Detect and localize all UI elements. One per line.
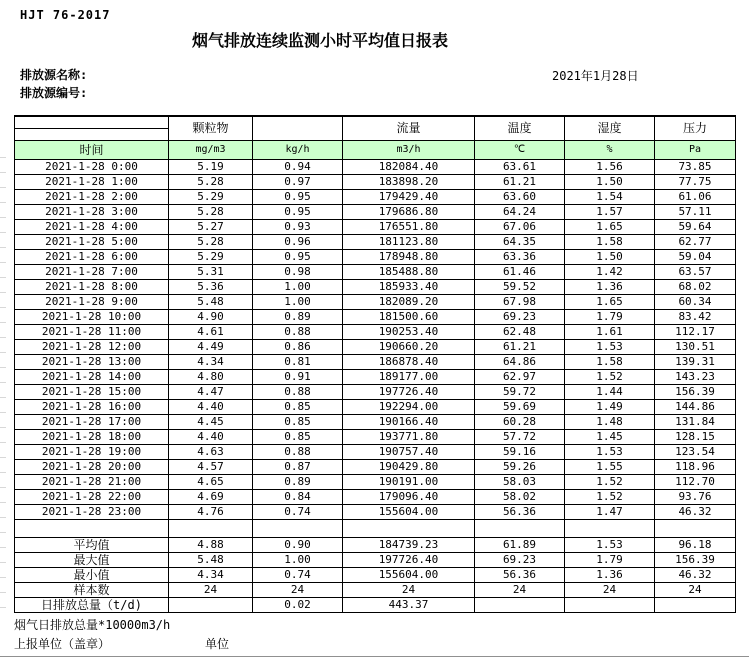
- summary-row: [15, 552, 736, 567]
- unit-celsius: ℃: [475, 140, 565, 159]
- table-row: [15, 159, 736, 174]
- value-cell: 1.52: [565, 474, 655, 489]
- value-cell: 73.85: [655, 159, 736, 174]
- row-label-cell: 2021-1-28 20:00: [15, 459, 169, 474]
- value-cell: 1.42: [565, 264, 655, 279]
- unit-kg-h: kg/h: [253, 140, 343, 159]
- unit-label: 单位: [205, 637, 230, 651]
- value-cell: 69.23: [475, 309, 565, 324]
- value-cell: 179686.80: [343, 204, 475, 219]
- value-cell: 1.53: [565, 444, 655, 459]
- value-cell: 1.53: [565, 339, 655, 354]
- value-cell: 60.34: [655, 294, 736, 309]
- value-cell: 155604.00: [343, 567, 475, 582]
- value-cell: 4.80: [169, 369, 253, 384]
- value-cell: 443.37: [343, 597, 475, 612]
- value-cell: [475, 519, 565, 537]
- value-cell: 181123.80: [343, 234, 475, 249]
- table-row: [15, 219, 736, 234]
- row-label-cell: 2021-1-28 19:00: [15, 444, 169, 459]
- value-cell: 123.54: [655, 444, 736, 459]
- row-label-cell: 2021-1-28 1:00: [15, 174, 169, 189]
- value-cell: 0.89: [253, 309, 343, 324]
- value-cell: 59.04: [655, 249, 736, 264]
- value-cell: 156.39: [655, 384, 736, 399]
- value-cell: 1.58: [565, 354, 655, 369]
- value-cell: 192294.00: [343, 399, 475, 414]
- value-cell: 59.26: [475, 459, 565, 474]
- row-label-cell: 2021-1-28 16:00: [15, 399, 169, 414]
- value-cell: 1.65: [565, 294, 655, 309]
- row-label-cell: 2021-1-28 13:00: [15, 354, 169, 369]
- standard-code: HJT 76-2017: [20, 8, 111, 22]
- unit-mg-m3: mg/m3: [169, 140, 253, 159]
- value-cell: 4.63: [169, 444, 253, 459]
- row-label-cell: 2021-1-28 2:00: [15, 189, 169, 204]
- table-header: [15, 116, 736, 159]
- reporting-unit-label: 上报单位（盖章）: [14, 637, 111, 651]
- value-cell: 0.81: [253, 354, 343, 369]
- value-cell: 5.36: [169, 279, 253, 294]
- value-cell: 5.48: [169, 294, 253, 309]
- value-cell: 1.44: [565, 384, 655, 399]
- row-label-cell: 2021-1-28 14:00: [15, 369, 169, 384]
- value-cell: 0.95: [253, 204, 343, 219]
- value-cell: 0.02: [253, 597, 343, 612]
- value-cell: 58.02: [475, 489, 565, 504]
- value-cell: 63.36: [475, 249, 565, 264]
- summary-row: [15, 582, 736, 597]
- value-cell: 130.51: [655, 339, 736, 354]
- table-row: [15, 444, 736, 459]
- value-cell: 4.65: [169, 474, 253, 489]
- value-cell: 0.85: [253, 414, 343, 429]
- value-cell: 4.49: [169, 339, 253, 354]
- table-row: [15, 234, 736, 249]
- value-cell: 1.00: [253, 279, 343, 294]
- value-cell: 143.23: [655, 369, 736, 384]
- value-cell: 61.46: [475, 264, 565, 279]
- value-cell: 139.31: [655, 354, 736, 369]
- value-cell: 24: [655, 582, 736, 597]
- value-cell: 57.11: [655, 204, 736, 219]
- group-header-row: [15, 116, 736, 128]
- col-header-temperature: 温度: [475, 116, 565, 140]
- value-cell: 185933.40: [343, 279, 475, 294]
- table-row: [15, 189, 736, 204]
- value-cell: 61.89: [475, 537, 565, 552]
- value-cell: 156.39: [655, 552, 736, 567]
- value-cell: 4.76: [169, 504, 253, 519]
- value-cell: 5.29: [169, 189, 253, 204]
- value-cell: 24: [343, 582, 475, 597]
- value-cell: 69.23: [475, 552, 565, 567]
- table-row: [15, 504, 736, 519]
- row-label-cell: 平均值: [15, 537, 169, 552]
- row-label-cell: 2021-1-28 17:00: [15, 414, 169, 429]
- value-cell: 185488.80: [343, 264, 475, 279]
- value-cell: 118.96: [655, 459, 736, 474]
- table-row: [15, 174, 736, 189]
- value-cell: 197726.40: [343, 384, 475, 399]
- col-header-flow: 流量: [343, 116, 475, 140]
- value-cell: 1.47: [565, 504, 655, 519]
- value-cell: 178948.80: [343, 249, 475, 264]
- value-cell: 96.18: [655, 537, 736, 552]
- value-cell: 0.88: [253, 324, 343, 339]
- value-cell: 24: [565, 582, 655, 597]
- spacer-row: [15, 519, 736, 537]
- value-cell: 0.74: [253, 504, 343, 519]
- value-cell: 1.52: [565, 489, 655, 504]
- row-label-cell: 样本数: [15, 582, 169, 597]
- report-title: 烟气排放连续监测小时平均值日报表: [191, 31, 448, 50]
- row-label-cell: 2021-1-28 22:00: [15, 489, 169, 504]
- footnote-total-emission: 烟气日排放总量*10000m3/h: [14, 618, 171, 632]
- row-label-cell: 2021-1-28 4:00: [15, 219, 169, 234]
- value-cell: 186878.40: [343, 354, 475, 369]
- table-row: [15, 294, 736, 309]
- value-cell: 59.69: [475, 399, 565, 414]
- value-cell: 61.21: [475, 174, 565, 189]
- value-cell: 64.35: [475, 234, 565, 249]
- table-row: [15, 459, 736, 474]
- value-cell: 5.28: [169, 204, 253, 219]
- value-cell: 1.36: [565, 279, 655, 294]
- row-label-cell: 最大值: [15, 552, 169, 567]
- row-label-cell: 2021-1-28 18:00: [15, 429, 169, 444]
- value-cell: 0.94: [253, 159, 343, 174]
- table-row: [15, 414, 736, 429]
- value-cell: 0.85: [253, 429, 343, 444]
- value-cell: 1.45: [565, 429, 655, 444]
- value-cell: [565, 597, 655, 612]
- table-row: [15, 384, 736, 399]
- value-cell: 5.48: [169, 552, 253, 567]
- value-cell: 0.86: [253, 339, 343, 354]
- value-cell: 190429.80: [343, 459, 475, 474]
- table-row: [15, 354, 736, 369]
- report-table: [14, 115, 736, 613]
- table-row: [15, 339, 736, 354]
- value-cell: 1.58: [565, 234, 655, 249]
- value-cell: 144.86: [655, 399, 736, 414]
- row-label-cell: [15, 519, 169, 537]
- value-cell: 63.60: [475, 189, 565, 204]
- value-cell: 181500.60: [343, 309, 475, 324]
- value-cell: 179429.40: [343, 189, 475, 204]
- value-cell: 179096.40: [343, 489, 475, 504]
- table-row: [15, 399, 736, 414]
- value-cell: 4.40: [169, 429, 253, 444]
- value-cell: 182089.20: [343, 294, 475, 309]
- value-cell: 0.98: [253, 264, 343, 279]
- row-label-cell: 2021-1-28 5:00: [15, 234, 169, 249]
- left-gridline-ticks: [0, 157, 6, 609]
- value-cell: 0.93: [253, 219, 343, 234]
- summary-row: [15, 567, 736, 582]
- row-label-cell: 2021-1-28 15:00: [15, 384, 169, 399]
- value-cell: 56.36: [475, 504, 565, 519]
- report-date: 2021年1月28日: [552, 69, 639, 83]
- value-cell: 190757.40: [343, 444, 475, 459]
- value-cell: 5.28: [169, 234, 253, 249]
- value-cell: 0.84: [253, 489, 343, 504]
- row-label-cell: 2021-1-28 21:00: [15, 474, 169, 489]
- row-label-cell: 2021-1-28 23:00: [15, 504, 169, 519]
- col-header-particulate: 颗粒物: [169, 116, 253, 140]
- value-cell: 61.21: [475, 339, 565, 354]
- value-cell: 197726.40: [343, 552, 475, 567]
- row-label-cell: 2021-1-28 12:00: [15, 339, 169, 354]
- col-header-particulate-rate: [253, 116, 343, 140]
- value-cell: 59.64: [655, 219, 736, 234]
- value-cell: 58.03: [475, 474, 565, 489]
- value-cell: 46.32: [655, 567, 736, 582]
- value-cell: 59.72: [475, 384, 565, 399]
- row-label-cell: 日排放总量（t/d): [15, 597, 169, 612]
- value-cell: 190166.40: [343, 414, 475, 429]
- value-cell: 1.50: [565, 249, 655, 264]
- value-cell: 190660.20: [343, 339, 475, 354]
- value-cell: 68.02: [655, 279, 736, 294]
- value-cell: 59.52: [475, 279, 565, 294]
- value-cell: [475, 597, 565, 612]
- value-cell: 93.76: [655, 489, 736, 504]
- value-cell: 62.48: [475, 324, 565, 339]
- value-cell: 59.16: [475, 444, 565, 459]
- value-cell: [343, 519, 475, 537]
- col-header-pressure: 压力: [655, 116, 736, 140]
- value-cell: 64.24: [475, 204, 565, 219]
- row-label-cell: 2021-1-28 7:00: [15, 264, 169, 279]
- source-name-label: 排放源名称:: [20, 68, 88, 82]
- value-cell: 4.90: [169, 309, 253, 324]
- value-cell: 4.57: [169, 459, 253, 474]
- value-cell: 0.87: [253, 459, 343, 474]
- value-cell: 0.90: [253, 537, 343, 552]
- value-cell: 0.89: [253, 474, 343, 489]
- value-cell: 67.98: [475, 294, 565, 309]
- value-cell: 0.96: [253, 234, 343, 249]
- value-cell: 77.75: [655, 174, 736, 189]
- value-cell: 0.88: [253, 444, 343, 459]
- value-cell: 190191.00: [343, 474, 475, 489]
- value-cell: 83.42: [655, 309, 736, 324]
- value-cell: 4.47: [169, 384, 253, 399]
- value-cell: 5.29: [169, 249, 253, 264]
- value-cell: 24: [475, 582, 565, 597]
- row-label-cell: 最小值: [15, 567, 169, 582]
- row-label-cell: 2021-1-28 8:00: [15, 279, 169, 294]
- unit-header-row: [15, 140, 736, 159]
- value-cell: 62.97: [475, 369, 565, 384]
- value-cell: 1.53: [565, 537, 655, 552]
- data-rows: [15, 159, 736, 612]
- value-cell: 1.52: [565, 369, 655, 384]
- table-row: [15, 429, 736, 444]
- value-cell: 1.57: [565, 204, 655, 219]
- value-cell: 1.48: [565, 414, 655, 429]
- value-cell: 64.86: [475, 354, 565, 369]
- value-cell: 0.95: [253, 189, 343, 204]
- value-cell: 1.56: [565, 159, 655, 174]
- value-cell: 24: [169, 582, 253, 597]
- unit-m3-h: m3/h: [343, 140, 475, 159]
- time-column-header: 时间: [15, 140, 169, 159]
- value-cell: 5.31: [169, 264, 253, 279]
- value-cell: 1.61: [565, 324, 655, 339]
- table-row: [15, 249, 736, 264]
- row-label-cell: 2021-1-28 9:00: [15, 294, 169, 309]
- value-cell: 4.34: [169, 354, 253, 369]
- value-cell: 0.97: [253, 174, 343, 189]
- value-cell: 56.36: [475, 567, 565, 582]
- row-label-cell: 2021-1-28 0:00: [15, 159, 169, 174]
- value-cell: 183898.20: [343, 174, 475, 189]
- value-cell: 193771.80: [343, 429, 475, 444]
- table-row: [15, 204, 736, 219]
- table-row: [15, 474, 736, 489]
- summary-row: [15, 597, 736, 612]
- row-label-cell: 2021-1-28 6:00: [15, 249, 169, 264]
- table-row: [15, 279, 736, 294]
- value-cell: 155604.00: [343, 504, 475, 519]
- value-cell: 0.91: [253, 369, 343, 384]
- value-cell: 63.61: [475, 159, 565, 174]
- table-row: [15, 264, 736, 279]
- value-cell: 182084.40: [343, 159, 475, 174]
- value-cell: 1.36: [565, 567, 655, 582]
- value-cell: 0.88: [253, 384, 343, 399]
- value-cell: 189177.00: [343, 369, 475, 384]
- value-cell: 62.77: [655, 234, 736, 249]
- value-cell: [253, 519, 343, 537]
- value-cell: 1.00: [253, 294, 343, 309]
- value-cell: 112.17: [655, 324, 736, 339]
- time-header-empty-top: [15, 116, 169, 128]
- value-cell: 0.85: [253, 399, 343, 414]
- value-cell: 60.28: [475, 414, 565, 429]
- unit-pa: Pa: [655, 140, 736, 159]
- value-cell: 5.19: [169, 159, 253, 174]
- value-cell: 190253.40: [343, 324, 475, 339]
- value-cell: 5.27: [169, 219, 253, 234]
- value-cell: 4.88: [169, 537, 253, 552]
- value-cell: [169, 597, 253, 612]
- value-cell: 4.34: [169, 567, 253, 582]
- value-cell: 1.54: [565, 189, 655, 204]
- value-cell: 24: [253, 582, 343, 597]
- table-row: [15, 369, 736, 384]
- value-cell: 1.79: [565, 309, 655, 324]
- value-cell: [565, 519, 655, 537]
- value-cell: 1.00: [253, 552, 343, 567]
- value-cell: 4.40: [169, 399, 253, 414]
- value-cell: 5.28: [169, 174, 253, 189]
- value-cell: 128.15: [655, 429, 736, 444]
- value-cell: 4.45: [169, 414, 253, 429]
- col-header-humidity: 湿度: [565, 116, 655, 140]
- value-cell: 184739.23: [343, 537, 475, 552]
- value-cell: 0.95: [253, 249, 343, 264]
- value-cell: 46.32: [655, 504, 736, 519]
- bottom-divider: [0, 656, 749, 657]
- value-cell: 63.57: [655, 264, 736, 279]
- value-cell: [655, 597, 736, 612]
- value-cell: 1.79: [565, 552, 655, 567]
- value-cell: 57.72: [475, 429, 565, 444]
- value-cell: 1.50: [565, 174, 655, 189]
- value-cell: [169, 519, 253, 537]
- value-cell: 176551.80: [343, 219, 475, 234]
- value-cell: 0.74: [253, 567, 343, 582]
- value-cell: 1.55: [565, 459, 655, 474]
- source-code-label: 排放源编号:: [20, 86, 88, 100]
- table-row: [15, 324, 736, 339]
- row-label-cell: 2021-1-28 11:00: [15, 324, 169, 339]
- row-label-cell: 2021-1-28 10:00: [15, 309, 169, 324]
- value-cell: [655, 519, 736, 537]
- value-cell: 112.70: [655, 474, 736, 489]
- value-cell: 67.06: [475, 219, 565, 234]
- value-cell: 4.69: [169, 489, 253, 504]
- table-row: [15, 309, 736, 324]
- summary-row: [15, 537, 736, 552]
- value-cell: 131.84: [655, 414, 736, 429]
- value-cell: 4.61: [169, 324, 253, 339]
- value-cell: 61.06: [655, 189, 736, 204]
- value-cell: 1.49: [565, 399, 655, 414]
- time-header-empty-bottom: [15, 128, 169, 140]
- table-row: [15, 489, 736, 504]
- unit-percent: %: [565, 140, 655, 159]
- value-cell: 1.65: [565, 219, 655, 234]
- row-label-cell: 2021-1-28 3:00: [15, 204, 169, 219]
